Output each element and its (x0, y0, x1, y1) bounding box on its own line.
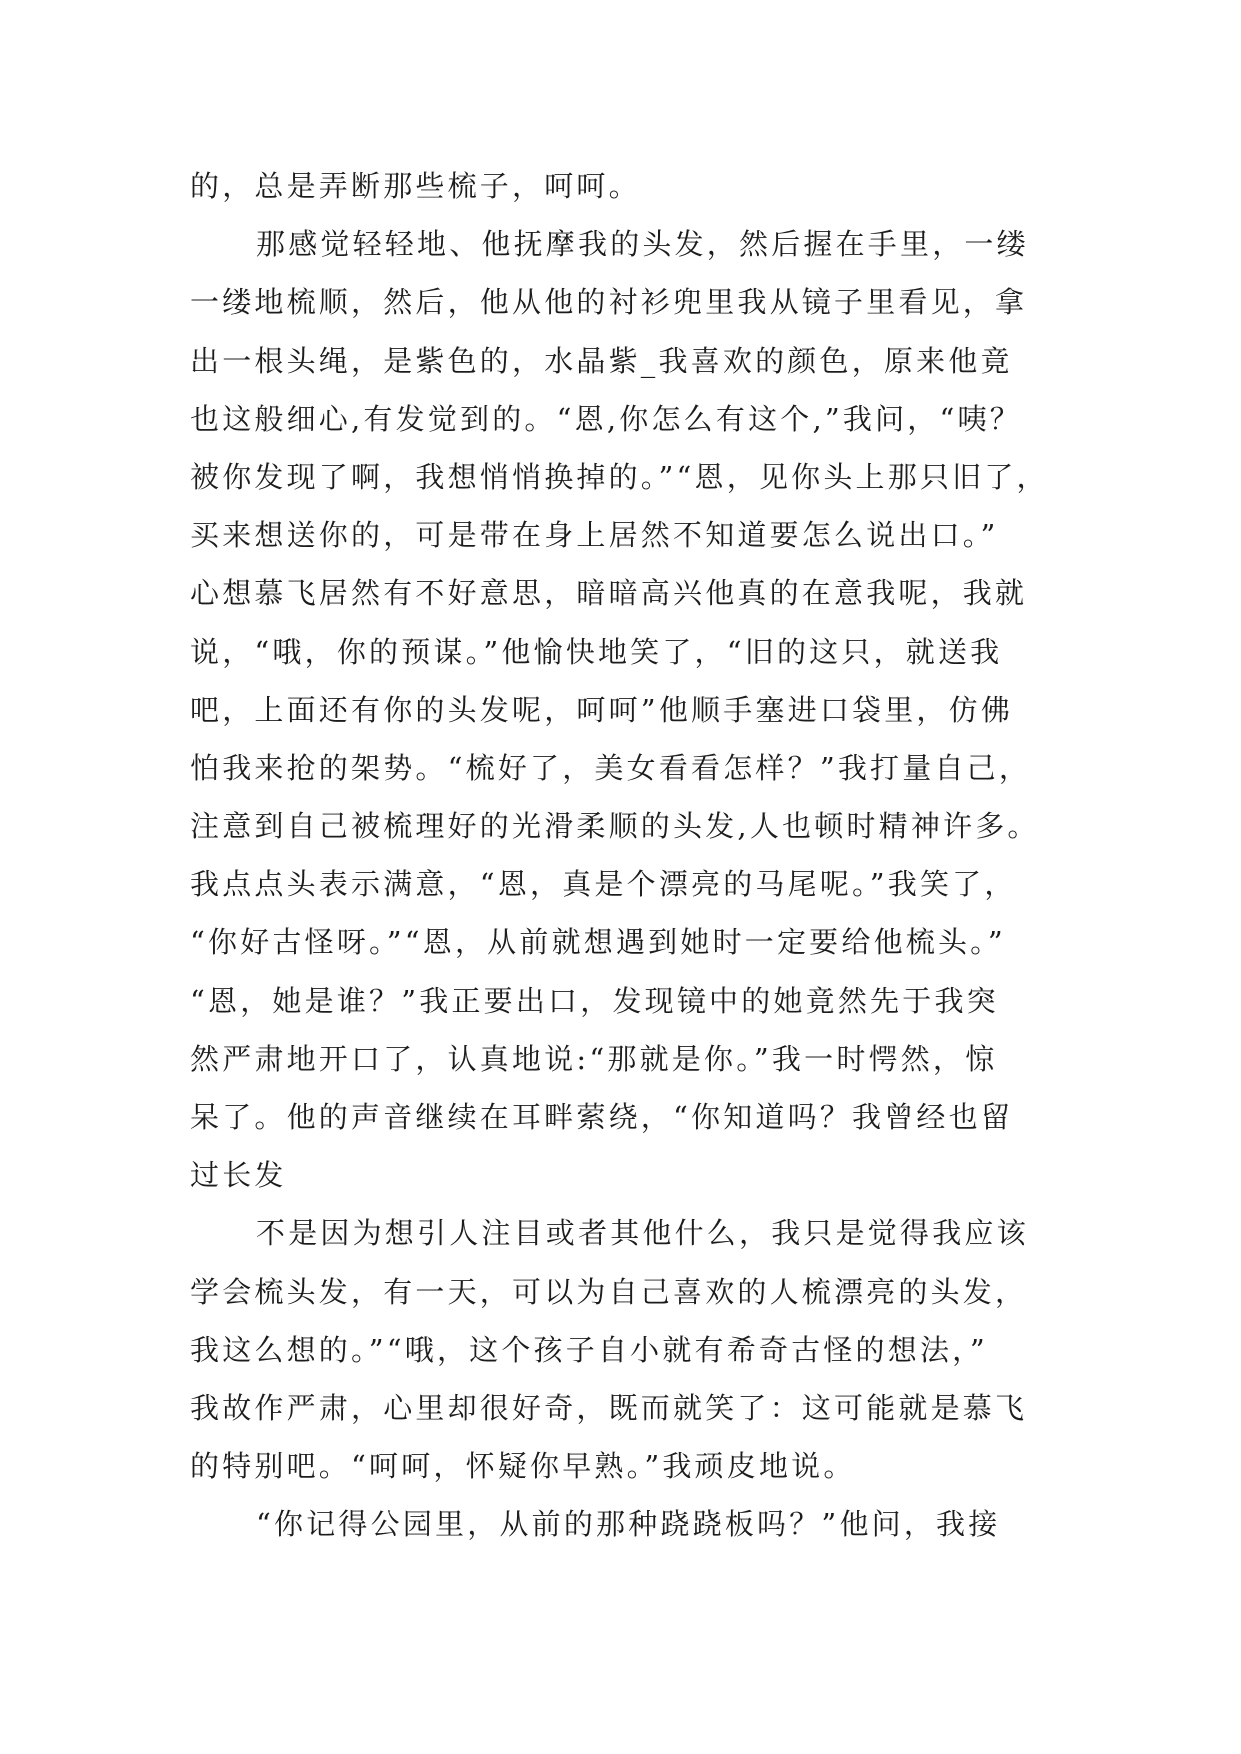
text-line: 过长发 (190, 1158, 287, 1193)
text-line: 买来想送你的，可是带在身上居然不知道要怎么说出口。” (190, 518, 999, 553)
text-line: 我这么想的。”“哦，这个孩子自小就有希奇古怪的想法，” (190, 1332, 988, 1367)
text-line: 也这般细心,有发觉到的。“恩,你怎么有这个,”我问，“咦？ (190, 401, 1022, 436)
text-line: 说，“哦，你的预谋。”他愉快地笑了，“旧的这只，就送我 (190, 634, 1003, 669)
text-line: 吧，上面还有你的头发呢，呵呵”他顺手塞进口袋里，仿佛 (190, 692, 1014, 727)
text-line: 不是因为想引人注目或者其他什么，我只是觉得我应该 (256, 1216, 1029, 1251)
text-line: 出一根头绳，是紫色的，水晶紫_我喜欢的颜色，原来他竟 (190, 343, 1013, 378)
text-line: 学会梳头发，有一天，可以为自己喜欢的人梳漂亮的头发， (190, 1274, 1028, 1309)
text-line: 一缕地梳顺，然后，他从他的衬衫兜里我从镜子里看见，拿 (190, 285, 1028, 320)
text-line: 的，总是弄断那些梳子，呵呵。 (190, 169, 641, 203)
text-line: 然严肃地开口了，认真地说:“那就是你。”我一时愕然，惊 (190, 1041, 998, 1076)
text-line: 呆了。他的声音继续在耳畔萦绕，“你知道吗？我曾经也留 (190, 1100, 1014, 1134)
text-line: 心想慕飞居然有不好意思，暗暗高兴他真的在意我呢，我就 (190, 576, 1028, 611)
text-line: 我点点头表示满意，“恩，真是个漂亮的马尾呢。”我笑了， (190, 867, 1017, 902)
text-line: “你好古怪呀。”“恩，从前就想遇到她时一定要给他梳头。” (190, 925, 1006, 960)
text-line: “你记得公园里，从前的那种跷跷板吗？”他问，我接 (256, 1507, 1001, 1542)
text-line: “恩，她是谁？”我正要出口，发现镜中的她竟然先于我突 (190, 983, 999, 1018)
text-line: 注意到自己被梳理好的光滑柔顺的头发,人也顿时精神许多。 (190, 809, 1040, 844)
text-line: 那感觉轻轻地、他抚摩我的头发，然后握在手里，一缕 (256, 227, 1029, 262)
text-line: 我故作严肃，心里却很好奇，既而就笑了：这可能就是慕飞 (190, 1390, 1028, 1425)
text-line: 怕我来抢的架势。“梳好了，美女看看怎样？”我打量自己， (190, 750, 1032, 785)
body-text (190, 157, 1090, 1554)
text-line: 被你发现了啊，我想悄悄换掉的。”“恩，见你头上那只旧了， (190, 459, 1049, 494)
text-line: 的特别吧。“呵呵，怀疑你早熟。”我顽皮地说。 (190, 1449, 856, 1484)
